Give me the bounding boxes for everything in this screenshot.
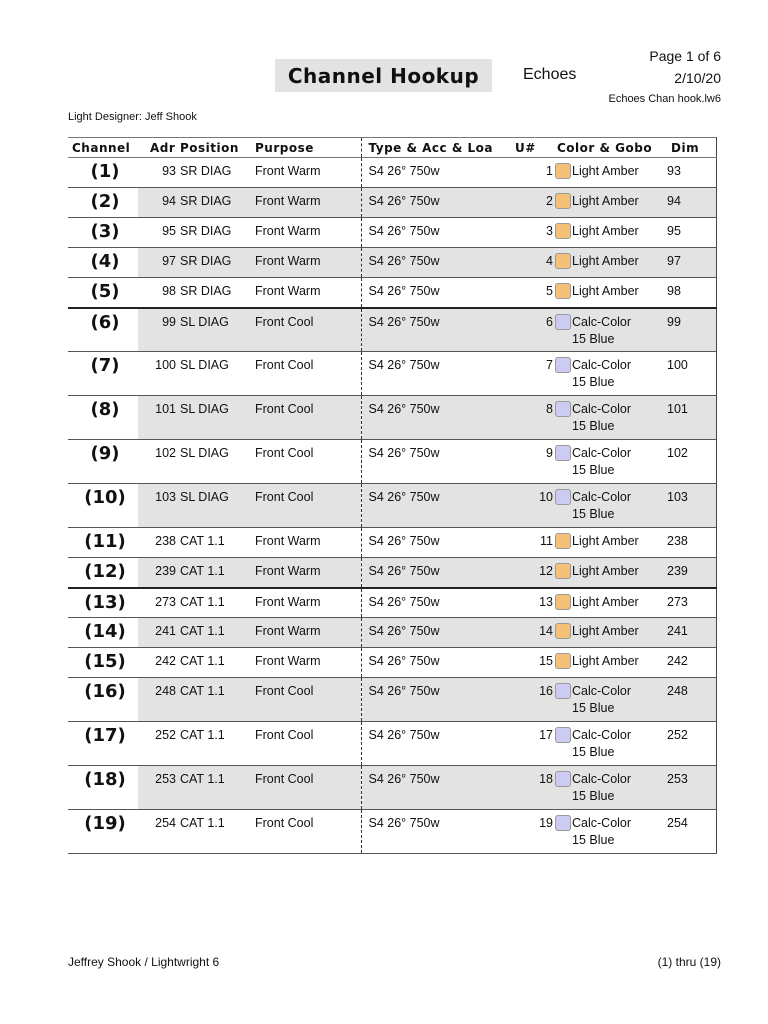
color-cell	[553, 722, 663, 766]
position-cell: SR DIAG	[176, 218, 251, 248]
color-name: Light Amber	[572, 654, 639, 668]
type-cell: S4 26° 750w	[361, 440, 511, 484]
dimmer-cell: 100	[663, 352, 716, 396]
dimmer-cell: 248	[663, 678, 716, 722]
color-name-line2: 15 Blue	[572, 375, 615, 389]
color-name: Calc-Color	[572, 772, 632, 786]
type-cell: S4 26° 750w	[361, 678, 511, 722]
color-swatch	[555, 163, 571, 179]
type-cell: S4 26° 750w	[361, 722, 511, 766]
column-header-purpose: Purpose	[251, 138, 361, 158]
unit-cell: 18	[511, 766, 553, 810]
color-name: Calc-Color	[572, 684, 632, 698]
color-name-line2: 15 Blue	[572, 463, 615, 477]
column-header-dim: Dim	[663, 138, 716, 158]
color-cell	[553, 484, 663, 528]
color-swatch	[555, 683, 571, 699]
position-cell: SR DIAG	[176, 278, 251, 308]
position-cell: CAT 1.1	[176, 722, 251, 766]
channel-cell: (19)	[68, 810, 138, 854]
address-cell: 102	[138, 440, 176, 484]
color-cell	[553, 158, 663, 188]
table-row	[68, 766, 716, 810]
position-cell: SL DIAG	[176, 484, 251, 528]
channel-cell: (1)	[68, 158, 138, 188]
position-cell: SL DIAG	[176, 396, 251, 440]
position-cell: CAT 1.1	[176, 678, 251, 722]
type-cell: S4 26° 750w	[361, 158, 511, 188]
position-cell: SR DIAG	[176, 158, 251, 188]
color-swatch	[555, 253, 571, 269]
color-swatch	[555, 357, 571, 373]
table-row	[68, 810, 716, 854]
color-name: Light Amber	[572, 594, 639, 609]
color-name-line2: 15 Blue	[572, 745, 615, 759]
color-swatch	[555, 815, 571, 831]
table-row	[68, 308, 716, 352]
color-name: Light Amber	[572, 194, 639, 208]
position-cell: CAT 1.1	[176, 558, 251, 588]
purpose-cell: Front Warm	[251, 558, 361, 588]
type-cell: S4 26° 750w	[361, 308, 511, 352]
color-cell	[553, 308, 663, 352]
footer-author: Jeffrey Shook / Lightwright 6	[68, 955, 220, 969]
dimmer-cell: 97	[663, 248, 716, 278]
table-row	[68, 188, 716, 218]
dimmer-cell: 103	[663, 484, 716, 528]
dimmer-cell: 95	[663, 218, 716, 248]
page-number: Page 1 of 6	[649, 48, 721, 64]
purpose-cell: Front Cool	[251, 766, 361, 810]
unit-cell: 6	[511, 308, 553, 352]
table-row	[68, 396, 716, 440]
dimmer-cell: 241	[663, 618, 716, 648]
channel-cell: (9)	[68, 440, 138, 484]
column-header-adr: Adr	[138, 138, 176, 158]
color-cell	[553, 218, 663, 248]
table-row	[68, 218, 716, 248]
color-cell	[553, 248, 663, 278]
type-cell: S4 26° 750w	[361, 810, 511, 854]
color-cell	[553, 766, 663, 810]
address-cell: 100	[138, 352, 176, 396]
dimmer-cell: 273	[663, 588, 716, 618]
color-cell	[553, 278, 663, 308]
color-name: Calc-Color	[572, 816, 632, 830]
address-cell: 101	[138, 396, 176, 440]
channel-cell: (3)	[68, 218, 138, 248]
table-row	[68, 248, 716, 278]
color-swatch	[555, 314, 571, 330]
channel-hookup-table	[68, 137, 717, 854]
purpose-cell: Front Cool	[251, 396, 361, 440]
color-name-line2: 15 Blue	[572, 701, 615, 715]
color-cell	[553, 678, 663, 722]
column-header-unit: U#	[511, 138, 553, 158]
position-cell: CAT 1.1	[176, 648, 251, 678]
position-cell: CAT 1.1	[176, 766, 251, 810]
address-cell: 248	[138, 678, 176, 722]
channel-cell: (15)	[68, 648, 138, 678]
file-name: Echoes Chan hook.lw6	[608, 93, 721, 105]
color-name: Light Amber	[572, 624, 639, 638]
address-cell: 273	[138, 588, 176, 618]
position-cell: CAT 1.1	[176, 618, 251, 648]
color-name: Light Amber	[572, 534, 639, 548]
unit-cell: 19	[511, 810, 553, 854]
dimmer-cell: 99	[663, 308, 716, 352]
color-swatch	[555, 623, 571, 639]
color-swatch	[555, 445, 571, 461]
type-cell: S4 26° 750w	[361, 588, 511, 618]
purpose-cell: Front Cool	[251, 722, 361, 766]
purpose-cell: Front Warm	[251, 248, 361, 278]
unit-cell: 11	[511, 528, 553, 558]
table-row	[68, 618, 716, 648]
address-cell: 239	[138, 558, 176, 588]
address-cell: 253	[138, 766, 176, 810]
address-cell: 238	[138, 528, 176, 558]
table-header-row	[68, 138, 716, 158]
purpose-cell: Front Warm	[251, 618, 361, 648]
channel-cell: (12)	[68, 558, 138, 588]
type-cell: S4 26° 750w	[361, 558, 511, 588]
dimmer-cell: 253	[663, 766, 716, 810]
color-swatch	[555, 489, 571, 505]
position-cell: CAT 1.1	[176, 810, 251, 854]
color-name: Light Amber	[572, 224, 639, 238]
dimmer-cell: 252	[663, 722, 716, 766]
color-swatch	[555, 223, 571, 239]
type-cell: S4 26° 750w	[361, 618, 511, 648]
unit-cell: 15	[511, 648, 553, 678]
color-name-line2: 15 Blue	[572, 833, 615, 847]
color-cell	[553, 648, 663, 678]
color-swatch	[555, 594, 571, 610]
channel-cell: (5)	[68, 278, 138, 308]
dimmer-cell: 238	[663, 528, 716, 558]
position-cell: SL DIAG	[176, 308, 251, 352]
color-cell	[553, 588, 663, 618]
table-row	[68, 484, 716, 528]
color-name: Light Amber	[572, 164, 639, 178]
address-cell: 241	[138, 618, 176, 648]
color-name: Light Amber	[572, 564, 639, 578]
position-cell: SL DIAG	[176, 352, 251, 396]
address-cell: 93	[138, 158, 176, 188]
address-cell: 242	[138, 648, 176, 678]
channel-cell: (18)	[68, 766, 138, 810]
color-name: Calc-Color	[572, 358, 632, 372]
purpose-cell: Front Warm	[251, 158, 361, 188]
color-swatch	[555, 563, 571, 579]
channel-cell: (17)	[68, 722, 138, 766]
dimmer-cell: 239	[663, 558, 716, 588]
color-cell	[553, 396, 663, 440]
unit-cell: 12	[511, 558, 553, 588]
dimmer-cell: 98	[663, 278, 716, 308]
dimmer-cell: 242	[663, 648, 716, 678]
color-swatch	[555, 401, 571, 417]
table-row	[68, 588, 716, 618]
dimmer-cell: 254	[663, 810, 716, 854]
purpose-cell: Front Cool	[251, 308, 361, 352]
color-cell	[553, 618, 663, 648]
address-cell: 97	[138, 248, 176, 278]
color-name: Calc-Color	[572, 728, 632, 742]
color-swatch	[555, 771, 571, 787]
column-header-color: Color & Gobo	[553, 138, 663, 158]
purpose-cell: Front Cool	[251, 810, 361, 854]
color-name: Calc-Color	[572, 446, 632, 460]
position-cell: CAT 1.1	[176, 528, 251, 558]
channel-cell: (2)	[68, 188, 138, 218]
purpose-cell: Front Cool	[251, 678, 361, 722]
channel-cell: (16)	[68, 678, 138, 722]
color-name: Calc-Color	[572, 490, 632, 504]
address-cell: 99	[138, 308, 176, 352]
unit-cell: 17	[511, 722, 553, 766]
unit-cell: 5	[511, 278, 553, 308]
type-cell: S4 26° 750w	[361, 484, 511, 528]
color-name: Light Amber	[572, 284, 639, 298]
color-cell	[553, 528, 663, 558]
purpose-cell: Front Warm	[251, 588, 361, 618]
channel-cell: (13)	[68, 588, 138, 618]
unit-cell: 8	[511, 396, 553, 440]
channel-cell: (14)	[68, 618, 138, 648]
channel-cell: (7)	[68, 352, 138, 396]
position-cell: SL DIAG	[176, 440, 251, 484]
column-header-type: Type & Acc & Loa	[361, 138, 511, 158]
color-swatch	[555, 727, 571, 743]
color-name-line2: 15 Blue	[572, 507, 615, 521]
unit-cell: 14	[511, 618, 553, 648]
purpose-cell: Front Warm	[251, 648, 361, 678]
table-row	[68, 558, 716, 588]
unit-cell: 13	[511, 588, 553, 618]
color-swatch	[555, 533, 571, 549]
type-cell: S4 26° 750w	[361, 766, 511, 810]
position-cell: SR DIAG	[176, 248, 251, 278]
report-date: 2/10/20	[674, 70, 721, 86]
purpose-cell: Front Cool	[251, 484, 361, 528]
type-cell: S4 26° 750w	[361, 648, 511, 678]
table-row	[68, 352, 716, 396]
color-name: Calc-Color	[572, 402, 632, 416]
color-cell	[553, 352, 663, 396]
color-swatch	[555, 193, 571, 209]
type-cell: S4 26° 750w	[361, 396, 511, 440]
page-title: Channel Hookup	[275, 59, 492, 92]
type-cell: S4 26° 750w	[361, 218, 511, 248]
position-cell: SR DIAG	[176, 188, 251, 218]
table-row	[68, 158, 716, 188]
color-cell	[553, 440, 663, 484]
type-cell: S4 26° 750w	[361, 248, 511, 278]
table-row	[68, 648, 716, 678]
color-name: Light Amber	[572, 254, 639, 268]
light-designer: Light Designer: Jeff Shook	[68, 111, 197, 123]
address-cell: 98	[138, 278, 176, 308]
channel-cell: (10)	[68, 484, 138, 528]
footer-range: (1) thru (19)	[657, 955, 721, 969]
purpose-cell: Front Warm	[251, 278, 361, 308]
address-cell: 95	[138, 218, 176, 248]
address-cell: 103	[138, 484, 176, 528]
address-cell: 252	[138, 722, 176, 766]
type-cell: S4 26° 750w	[361, 188, 511, 218]
show-name: Echoes	[523, 66, 577, 83]
purpose-cell: Front Warm	[251, 188, 361, 218]
channel-cell: (6)	[68, 308, 138, 352]
channel-cell: (4)	[68, 248, 138, 278]
unit-cell: 16	[511, 678, 553, 722]
color-name-line2: 15 Blue	[572, 789, 615, 803]
color-name: Calc-Color	[572, 314, 632, 329]
color-cell	[553, 188, 663, 218]
channel-cell: (11)	[68, 528, 138, 558]
table-row	[68, 722, 716, 766]
dimmer-cell: 94	[663, 188, 716, 218]
unit-cell: 3	[511, 218, 553, 248]
unit-cell: 2	[511, 188, 553, 218]
address-cell: 94	[138, 188, 176, 218]
unit-cell: 4	[511, 248, 553, 278]
color-cell	[553, 810, 663, 854]
table-row	[68, 678, 716, 722]
table-row	[68, 278, 716, 308]
column-header-channel: Channel	[68, 138, 138, 158]
dimmer-cell: 93	[663, 158, 716, 188]
unit-cell: 1	[511, 158, 553, 188]
table-row	[68, 440, 716, 484]
unit-cell: 7	[511, 352, 553, 396]
unit-cell: 9	[511, 440, 553, 484]
purpose-cell: Front Cool	[251, 352, 361, 396]
purpose-cell: Front Cool	[251, 440, 361, 484]
column-header-position: Position	[176, 138, 251, 158]
channel-cell: (8)	[68, 396, 138, 440]
purpose-cell: Front Warm	[251, 218, 361, 248]
color-swatch	[555, 653, 571, 669]
color-swatch	[555, 283, 571, 299]
type-cell: S4 26° 750w	[361, 352, 511, 396]
color-name-line2: 15 Blue	[572, 331, 615, 346]
dimmer-cell: 101	[663, 396, 716, 440]
color-cell	[553, 558, 663, 588]
purpose-cell: Front Warm	[251, 528, 361, 558]
type-cell: S4 26° 750w	[361, 528, 511, 558]
color-name-line2: 15 Blue	[572, 419, 615, 433]
table-row	[68, 528, 716, 558]
position-cell: CAT 1.1	[176, 588, 251, 618]
type-cell: S4 26° 750w	[361, 278, 511, 308]
address-cell: 254	[138, 810, 176, 854]
unit-cell: 10	[511, 484, 553, 528]
dimmer-cell: 102	[663, 440, 716, 484]
